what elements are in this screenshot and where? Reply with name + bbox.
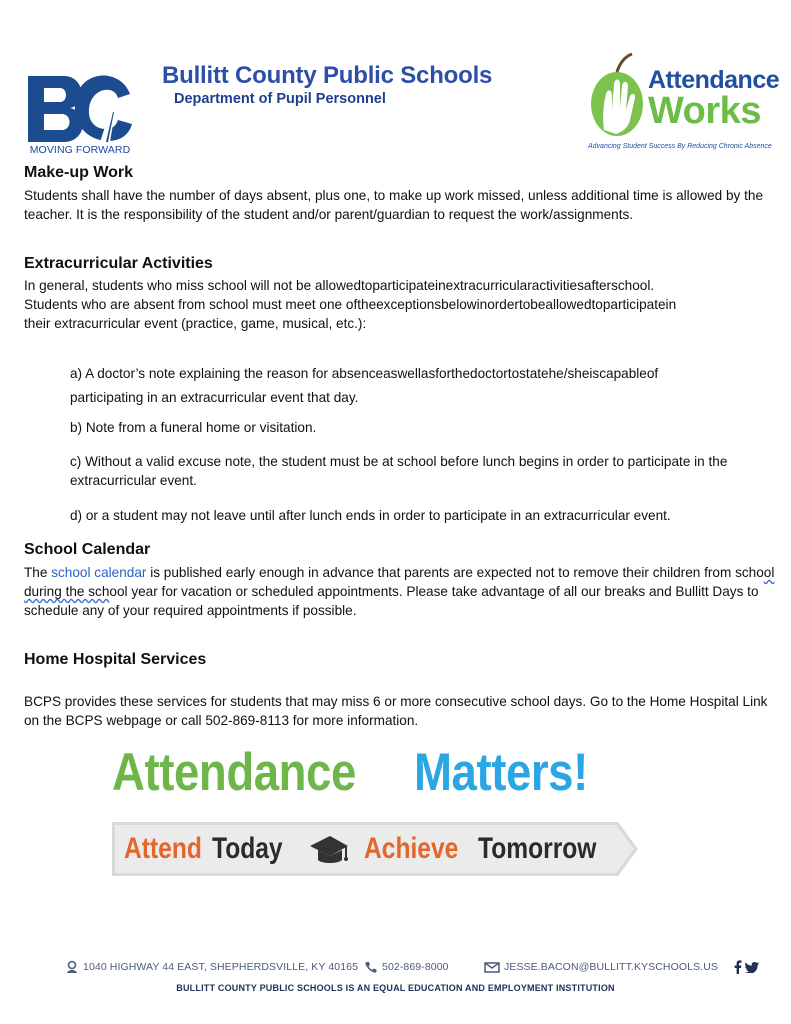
school-calendar-link[interactable]: school calendar [51,565,147,580]
aw-logo-word1: Attendance [648,66,780,94]
banner-attendance-word: Attendance [112,743,356,802]
extracurricular-heading: Extracurricular Activities [24,255,213,272]
graduation-cap-icon [308,834,350,866]
hospital-heading: Home Hospital Services [24,651,207,668]
exception-item-b: b) Note from a funeral home or visitation. [70,420,317,435]
extracurricular-body-line: In general, students who miss school will not be allowedtoparticipateinextracurricularactivitiesafterschool. [24,278,655,293]
calendar-text: ool year for vacation or scheduled appointments. Please take advantage of all our breaks and Bullitt Days to schedule any of your required appointments if possible. [24,584,759,618]
bc-logo [26,72,134,158]
exception-item-a [70,364,760,407]
exception-item-d: d) or a student may not leave until after lunch ends in order to participate in an extracurricular event. [70,508,671,523]
banner-achieve: Achieve [364,832,459,865]
facebook-icon[interactable] [734,960,742,974]
footer-address: 1040 HIGHWAY 44 EAST, SHEPHERDSVILLE, KY 40165 [83,961,359,973]
aw-logo-word2: Works [648,90,761,132]
makeup-body: Students shall have the number of days absent, plus one, to make up work missed, unless additional time is allowed by the teacher. It is the responsibility of the student and/or parent/guardian to request the work/assignments. [24,188,764,222]
footer-equal-opportunity-statement: BULLITT COUNTY PUBLIC SCHOOLS IS AN EQUAL EDUCATION AND EMPLOYMENT INSTITUTION [176,983,615,993]
org-title: Bullitt County Public Schools [162,62,493,89]
calendar-body [24,563,776,620]
banner-matters-word: Matters! [414,743,588,802]
hospital-body: BCPS provides these services for students that may miss 6 or more consecutive school days. Go to the Home Hospital Link on the BCPS webpage or call 502-869-8113 for more information. [24,694,768,728]
banner-tomorrow: Tomorrow [478,832,597,865]
extracurricular-body-line: Students who are absent from school must meet one oftheexceptionsbelowinordertobeallowedtoparticipatein [24,297,677,312]
extracurricular-body-line: their extracurricular event (practice, game, musical, etc.): [24,316,367,331]
footer-email[interactable]: JESSE.BACON@BULLITT.KYSCHOOLS.US [504,961,718,973]
exception-item-c: c) Without a valid excuse note, the student must be at school before lunch begins in order to participate in the extracurricular event. [70,454,728,488]
mail-icon [484,960,500,974]
extracurricular-body [24,276,776,333]
apple-hand-icon [588,48,646,140]
exception-item-a-line: participating in an extracurricular event that day. [70,390,359,405]
calendar-text: is published early enough in advance that parents are expected not to remove their children from scho [146,565,764,580]
attendance-works-logo [588,48,780,156]
location-pin-icon [65,960,79,974]
footer-phone: 502-869-8000 [382,961,449,973]
banner-attend: Attend [124,832,202,865]
attend-achieve-banner [112,822,638,876]
banner-today: Today [212,832,283,865]
org-subtitle: Department of Pupil Personnel [174,91,386,107]
calendar-text: The [24,565,52,580]
aw-logo-tagline: Advancing Student Success By Reducing Chronic Absence [588,143,772,150]
spellcheck-squiggle-text: ol during the sch [24,565,775,599]
calendar-heading: School Calendar [24,541,151,558]
twitter-icon[interactable] [745,962,759,973]
makeup-heading: Make-up Work [24,164,134,181]
bc-logo-mark [26,72,134,144]
bc-logo-tagline: MOVING FORWARD [29,144,131,156]
exception-item-a-line: a) A doctor’s note explaining the reason for absenceaswellasforthedoctortostatehe/sheiscapableof [70,366,659,381]
phone-icon [364,960,378,974]
